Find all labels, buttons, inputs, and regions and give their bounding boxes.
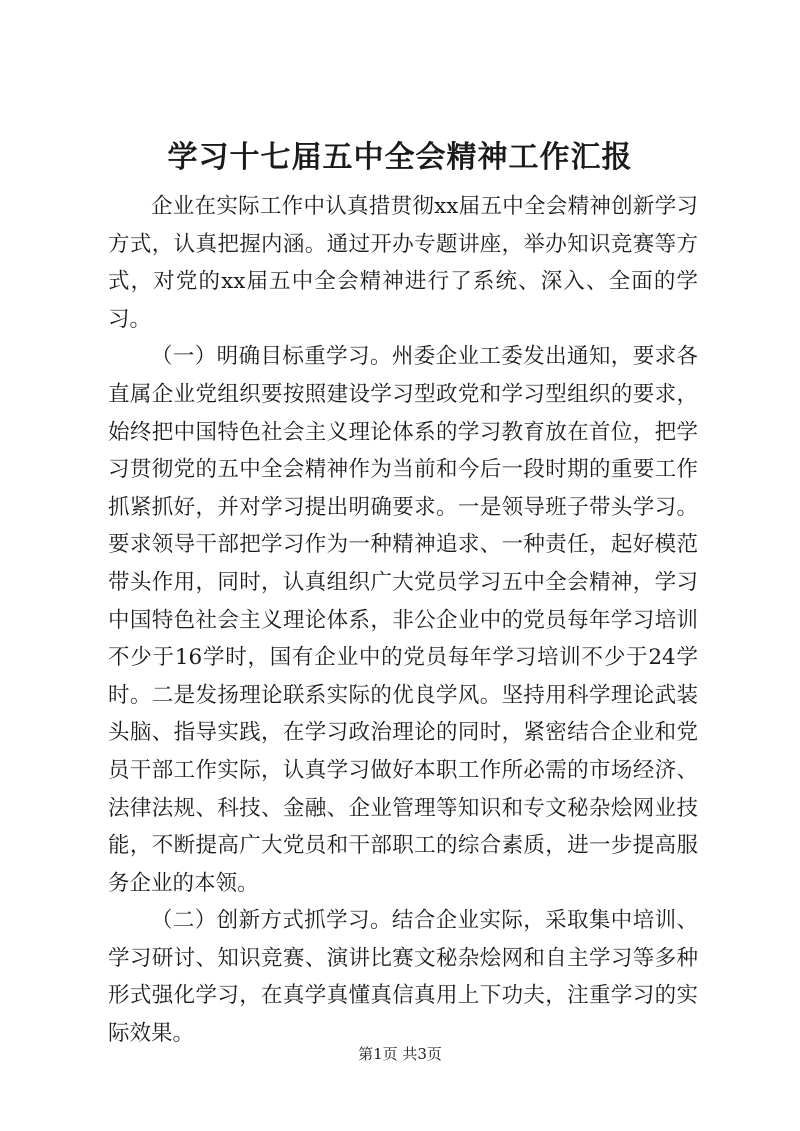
paragraph-intro: 企业在实际工作中认真措贯彻xx届五中全会精神创新学习方式，认真把握内涵。通过开办专题讲座，举办知识竞赛等方式，对党的xx届五中全会精神进行了系统、深入、全面的学习。 [108,194,698,332]
paragraph-section-1: （一）明确目标重学习。州委企业工委发出通知，要求各直属企业党组织要按照建设学习型政党和学习型组织的要求，始终把中国特色社会主义理论体系的学习教育放在首位，把学习贯彻党的五中全会精神作为当前和今后一段时期的重要工作抓紧抓好，并对学习提出明确要求。一是领导班子带头学习。要求领导干部把学习作为一种精神追求、一种责任，起好模范带头作用，同时，认真组织广大党员学习五中全会精神，学习中国特色社会主义理论体系，非公企业中的党员每年学习培训不少于16学时，国有企业中的党员每年学习培训不少于24学时。二是发扬理论联系实际的优良学风。坚持用科学理论武装头脑、指导实践，在学习政治理论的同时，紧密结合企业和党员干部工作实际，认真学习做好本职工作所必需的市场经济、法律法规、科技、金融、企业管理等知识和专文秘杂烩网业技能，不断提高广大党员和干部职工的综合素质，进一步提高服务企业的本领。 [108,344,698,896]
page-number-footer: 第1页 共3页 [358,1045,442,1063]
document-body [108,188,698,1053]
document-title: 学习十七届五中全会精神工作汇报 [167,140,633,175]
paragraph-section-2: （二）创新方式抓学习。结合企业实际，采取集中培训、学习研讨、知识竞赛、演讲比赛文秘杂烩网和自主学习等多种形式强化学习，在真学真懂真信真用上下功夫，注重学习的实际效果。 [108,908,698,1047]
